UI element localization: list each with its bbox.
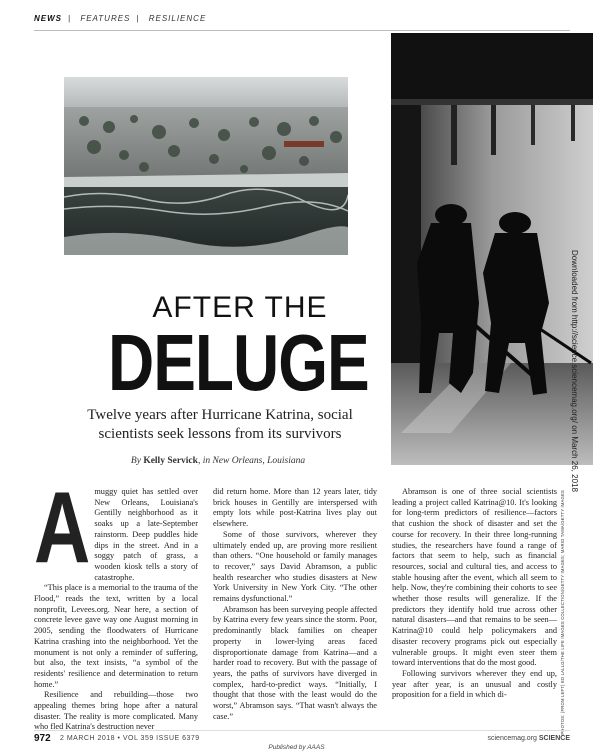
paragraph: “This place is a memorial to the trauma of the Flood,” reads the text, written by a local nonprofit, Levees.org. Near here, a section of concrete levee gave way one August morning in 2005, sending the floodwaters of Hurricane Katrina crashing into the neighborhood. Yet the monument is not only a reminder of suffering, but also, the text insists, “a symbol of the residents' resilience and determination to return home.” — [34, 583, 198, 689]
journal-name: SCIENCE — [538, 735, 570, 742]
paragraph: Abramson is one of three social scientists leading a project called Katrina@10. It's looking for long-term predictors of resilience—factors that cushion the shock of disaster and set the course for recovery. In their three long-running studies, the researchers have found a range of factors that seem to help, such as financial resources, social and cultural ties, and access to stable housing after the event, which all seem to help. Now, they're combining their cohorts to see whether those results will generalize. If the predictors they identify hold true across other natural disasters—and that remains to be seen—Katrina@10 could help policymakers and disaster recovery programs pick out especially vulnerable groups. It might even steer them toward interventions that do the most good. — [392, 487, 557, 668]
section-news[interactable]: NEWS — [34, 14, 62, 23]
deck-subtitle: Twelve years after Hurricane Katrina, social scientists seek lessons from its survivors — [87, 407, 353, 442]
paragraph: muggy quiet has settled over New Orleans, Louisiana's Gentilly neighborhood as it soaks up a late-September rainstorm. Deep puddles hide dips in the street. And in a soggy patch of grass, a wooden kiosk tells a story of catastrophe. — [94, 487, 198, 582]
byline-location: , in New Orleans, Louisiana — [197, 456, 306, 466]
separator: | — [136, 14, 140, 23]
paragraph: Resilience and rebuilding—those two appealing themes bring hope after a natural disaster. The reality is more complicated. Many who fled Katrina's destruction never — [34, 690, 198, 732]
paragraph: Abramson has been surveying people affected by Katrina every few years since the storm. Poor, predominantly black families on cheaper property in lower-lying areas faced disproportionate damage from Katrina—and a harder road to recovery. But with the passage of years, the paths of survivors have diverged in complex, hard-to-predict ways. “Initially, I thought that those with the least would do the worst,” Abramson says. “That wasn't always the case.” — [213, 604, 377, 721]
byline-author: Kelly Servick — [143, 456, 198, 466]
section-features[interactable]: FEATURES — [80, 14, 131, 23]
headline-line1: AFTER THE — [152, 291, 328, 324]
paragraph: Some of those survivors, wherever they ultimately ended up, are proving more resilient than others. “One household or family manages to recover,” says David Abramson, a public health researcher who studies disasters at New York University in New York City. “The other remains dysfunctional.” — [213, 529, 377, 604]
section-resilience[interactable]: RESILIENCE — [148, 14, 207, 23]
publisher-note: Published by AAAS — [268, 744, 325, 751]
page-footer — [34, 730, 570, 743]
headline-line2: DELUGE — [108, 317, 369, 408]
issue-info: 2 MARCH 2018 • VOL 359 ISSUE 6379 — [60, 735, 200, 742]
drop-cap: A — [34, 470, 91, 585]
flood-photo-graphic — [64, 77, 348, 255]
section-header — [34, 14, 570, 31]
flood-aerial-photo — [64, 77, 348, 255]
column-1 — [34, 470, 198, 733]
workers-photo-graphic — [391, 33, 593, 465]
column-2 — [213, 487, 377, 722]
page-number: 972 — [34, 733, 51, 744]
photo-credit: PHOTOS: (FROM LEFT) ED LALLO/THE LIFE IMAGES COLLECTION/GETTY IMAGES; MARIO TAMA/GETTY IMAGES — [560, 490, 565, 735]
workers-photo — [391, 33, 593, 465]
byline-prefix: By — [130, 456, 141, 466]
column-3 — [392, 487, 557, 701]
byline — [108, 456, 328, 466]
site-url[interactable]: sciencemag.org — [487, 735, 537, 742]
download-notice[interactable]: Downloaded from http://science.sciencemag.org/ on March 26, 2018 — [570, 250, 579, 492]
paragraph: did return home. More than 12 years later, tidy brick houses in Gentilly are interspersed with empty lots while post-Katrina lives play out elsewhere. — [213, 487, 377, 529]
footer-site — [488, 735, 571, 742]
paragraph: Following survivors wherever they end up, year after year, is an unusual and costly proposition for a field in which di- — [392, 668, 557, 700]
separator: | — [68, 14, 72, 23]
